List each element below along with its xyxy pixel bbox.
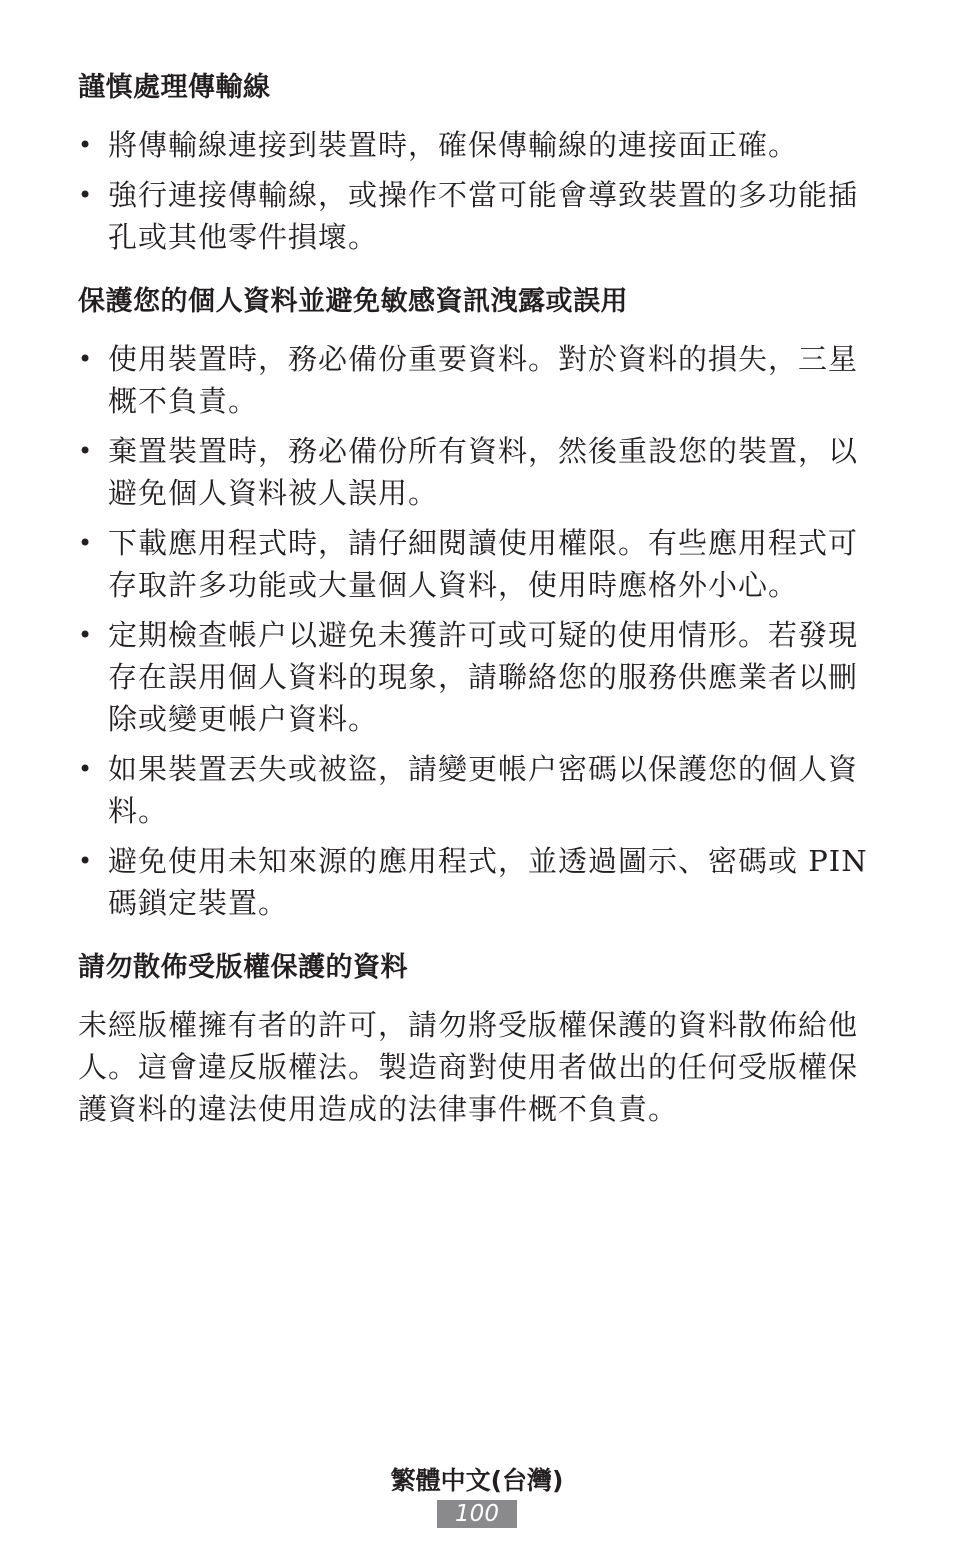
section-heading-copyright: 請勿散佈受版權保護的資料 (78, 952, 408, 983)
list-item: • 如果裝置丟失或被盜，請變更帳户密碼以保護您的個人資料。 (78, 748, 868, 832)
section-heading-privacy: 保護您的個人資料並避免敏感資訊洩露或誤用 (78, 286, 628, 317)
privacy-list (78, 338, 868, 924)
page-number: 100 (437, 1500, 517, 1528)
list-item: • 將傳輸線連接到裝置時，確保傳輸線的連接面正確。 (78, 124, 868, 166)
bullet-icon: • (78, 621, 94, 649)
copyright-paragraph: 未經版權擁有者的許可，請勿將受版權保護的資料散佈給他人。這會違反版權法。製造商對使用者做出的任何受版權保護資料的違法使用造成的法律事件概不負責。 (78, 1008, 859, 1126)
manual-page (78, 70, 868, 1130)
bullet-icon: • (78, 345, 94, 373)
list-item: • 棄置裝置時，務必備份所有資料，然後重設您的裝置，以避免個人資料被人誤用。 (78, 430, 868, 514)
list-item: • 避免使用未知來源的應用程式，並透過圖示、密碼或 PIN 碼鎖定裝置。 (78, 840, 868, 924)
page-footer (0, 1466, 954, 1528)
cable-care-list (78, 124, 868, 258)
section-heading-cable-care: 謹慎處理傳輸線 (78, 72, 271, 103)
footer-language-label: 繁體中文(台灣) (390, 1466, 564, 1495)
bullet-icon: • (78, 755, 94, 783)
bullet-icon: • (78, 437, 94, 465)
bullet-icon: • (78, 529, 94, 557)
list-item: • 定期檢查帳户以避免未獲許可或可疑的使用情形。若發現存在誤用個人資料的現象，請聯絡您的服務供應業者以刪除或變更帳户資料。 (78, 614, 868, 740)
list-item: • 使用裝置時，務必備份重要資料。對於資料的損失，三星概不負責。 (78, 338, 868, 422)
list-item: • 下載應用程式時，請仔細閱讀使用權限。有些應用程式可存取許多功能或大量個人資料，使用時應格外小心。 (78, 522, 868, 606)
bullet-icon: • (78, 131, 94, 159)
list-item: • 強行連接傳輸線，或操作不當可能會導致裝置的多功能插孔或其他零件損壞。 (78, 174, 868, 258)
bullet-icon: • (78, 847, 94, 875)
bullet-icon: • (78, 181, 94, 209)
